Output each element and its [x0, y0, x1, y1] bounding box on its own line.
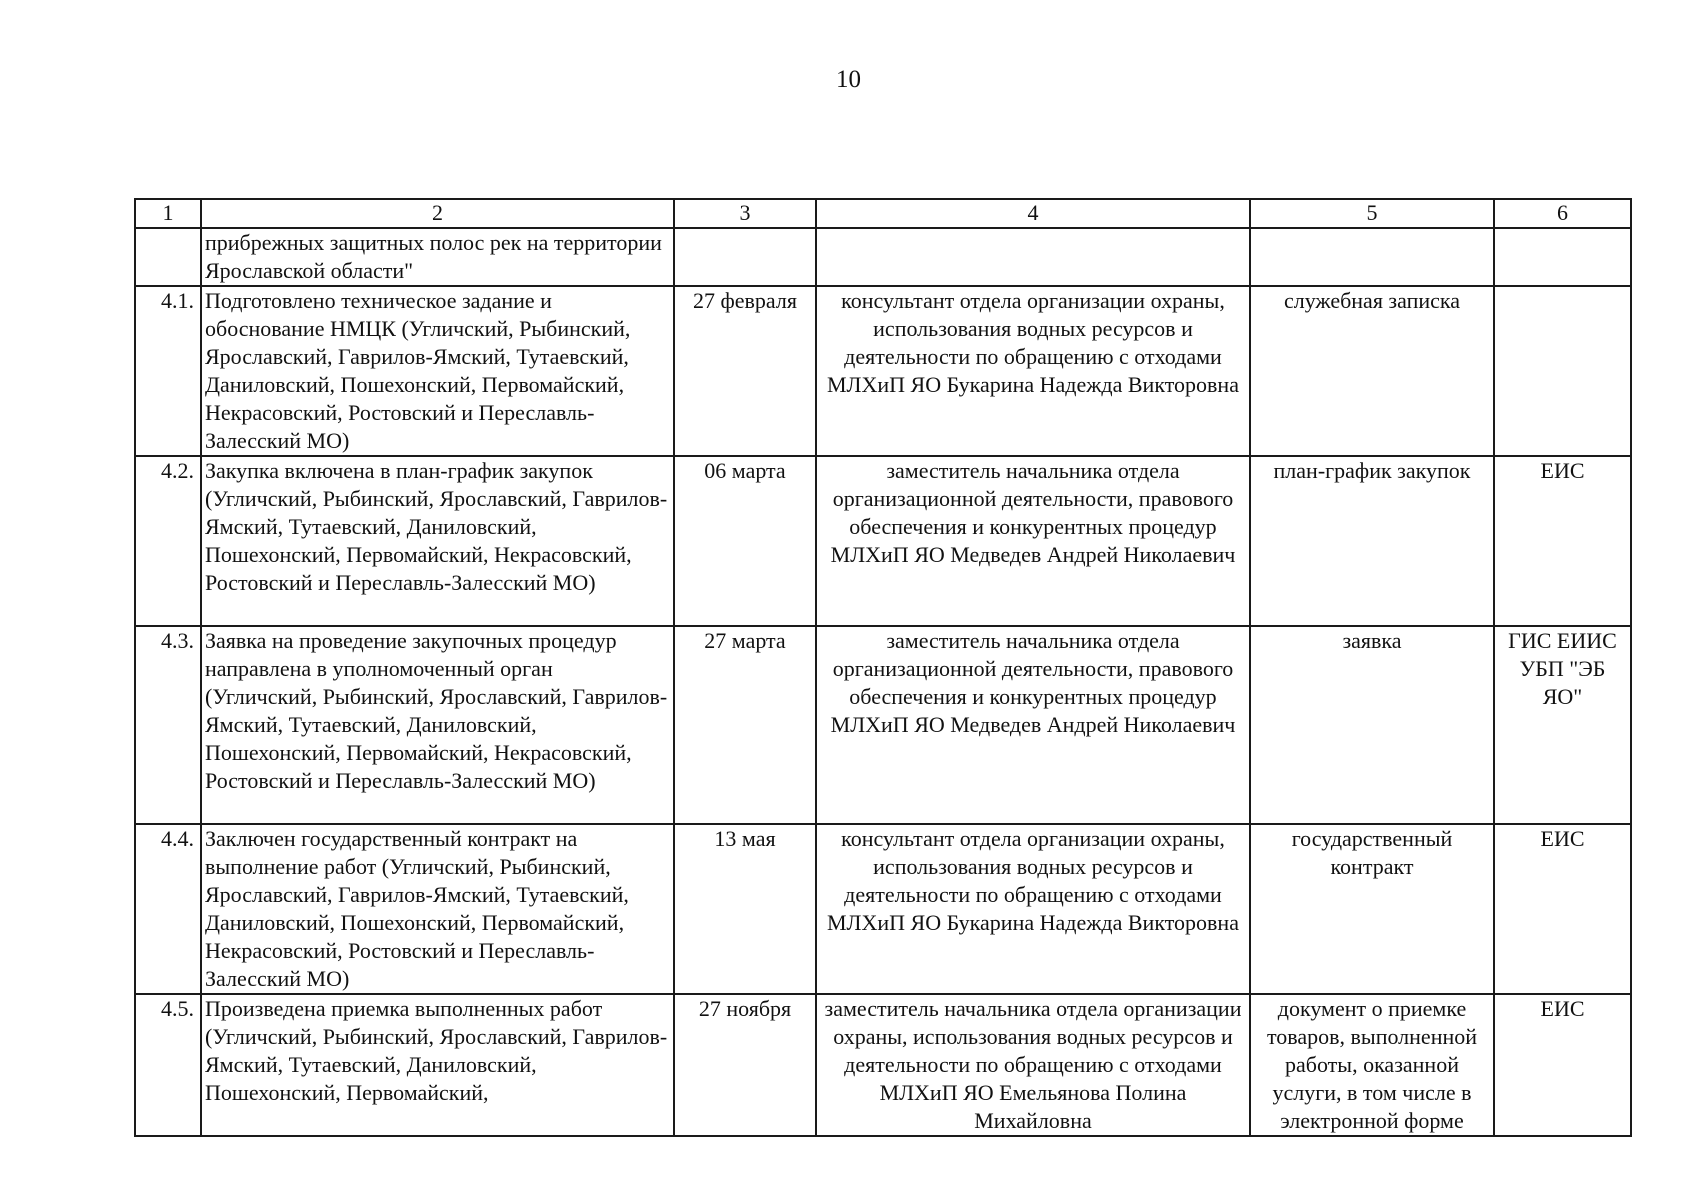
event-description-cell: прибрежных защитных полос рек на территории Ярославской области": [201, 228, 674, 286]
row-number-cell: 4.3.: [135, 626, 201, 824]
responsible-person-cell: [816, 228, 1250, 286]
document-type-cell: государственный контракт: [1250, 824, 1494, 994]
information-system-cell: ЕИС: [1494, 456, 1631, 626]
event-description-cell: Закупка включена в план-график закупок (Угличский, Рыбинский, Ярославский, Гаврилов-Ямский, Тутаевский, Даниловский, Пошехонский, Первомайский, Некрасовский, Ростовский и Переславль-Залесский МО): [201, 456, 674, 626]
row-number-cell: 4.4.: [135, 824, 201, 994]
date-cell: 06 марта: [674, 456, 816, 626]
header-cell: 4: [816, 199, 1250, 228]
information-system-cell: [1494, 286, 1631, 456]
row-number-cell: 4.5.: [135, 994, 201, 1136]
row-number-cell: 4.1.: [135, 286, 201, 456]
date-cell: [674, 228, 816, 286]
table-header-row: [135, 199, 1631, 228]
information-system-cell: ГИС ЕИИС УБП "ЭБ ЯО": [1494, 626, 1631, 824]
event-description-cell: Подготовлено техническое задание и обоснование НМЦК (Угличский, Рыбинский, Ярославский, Гаврилов-Ямский, Тутаевский, Даниловский, Пошехонский, Первомайский, Некрасовский, Ростовский и Переславль-Залесский МО): [201, 286, 674, 456]
document-type-cell: [1250, 228, 1494, 286]
table-row: [135, 228, 1631, 286]
responsible-person-cell: консультант отдела организации охраны, использования водных ресурсов и деятельности по обращению с отходами МЛХиП ЯО Букарина Надежда Викторовна: [816, 286, 1250, 456]
table-row: [135, 824, 1631, 994]
row-number-cell: [135, 228, 201, 286]
date-cell: 27 ноября: [674, 994, 816, 1136]
event-description-cell: Заключен государственный контракт на выполнение работ (Угличский, Рыбинский, Ярославский, Гаврилов-Ямский, Тутаевский, Даниловский, Пошехонский, Первомайский, Некрасовский, Ростовский и Переславль-Залесский МО): [201, 824, 674, 994]
document-type-cell: документ о приемке товаров, выполненной работы, оказанной услуги, в том числе в электронной форме: [1250, 994, 1494, 1136]
responsible-person-cell: заместитель начальника отдела организационной деятельности, правового обеспечения и конкурентных процедур МЛХиП ЯО Медведев Андрей Николаевич: [816, 456, 1250, 626]
date-cell: 27 февраля: [674, 286, 816, 456]
information-system-cell: ЕИС: [1494, 994, 1631, 1136]
responsible-person-cell: заместитель начальника отдела организации охраны, использования водных ресурсов и деятельности по обращению с отходами МЛХиП ЯО Емельянова Полина Михайловна: [816, 994, 1250, 1136]
row-number-cell: 4.2.: [135, 456, 201, 626]
plan-table: [134, 198, 1632, 1137]
event-description-cell: Произведена приемка выполненных работ (Угличский, Рыбинский, Ярославский, Гаврилов-Ямский, Тутаевский, Даниловский, Пошехонский, Первомайский,: [201, 994, 674, 1136]
page-number: 10: [836, 66, 861, 93]
information-system-cell: [1494, 228, 1631, 286]
responsible-person-cell: консультант отдела организации охраны, использования водных ресурсов и деятельности по обращению с отходами МЛХиП ЯО Букарина Надежда Викторовна: [816, 824, 1250, 994]
responsible-person-cell: заместитель начальника отдела организационной деятельности, правового обеспечения и конкурентных процедур МЛХиП ЯО Медведев Андрей Николаевич: [816, 626, 1250, 824]
table-row: [135, 456, 1631, 626]
table-row: [135, 626, 1631, 824]
document-type-cell: служебная записка: [1250, 286, 1494, 456]
date-cell: 27 марта: [674, 626, 816, 824]
document-type-cell: план-график закупок: [1250, 456, 1494, 626]
header-cell: 2: [201, 199, 674, 228]
header-cell: 3: [674, 199, 816, 228]
header-cell: 5: [1250, 199, 1494, 228]
information-system-cell: ЕИС: [1494, 824, 1631, 994]
table-row: [135, 994, 1631, 1136]
document-type-cell: заявка: [1250, 626, 1494, 824]
header-cell: 1: [135, 199, 201, 228]
event-description-cell: Заявка на проведение закупочных процедур направлена в уполномоченный орган (Угличский, Рыбинский, Ярославский, Гаврилов-Ямский, Тутаевский, Даниловский, Пошехонский, Первомайский, Некрасовский, Ростовский и Переславль-Залесский МО): [201, 626, 674, 824]
table-row: [135, 286, 1631, 456]
date-cell: 13 мая: [674, 824, 816, 994]
header-cell: 6: [1494, 199, 1631, 228]
